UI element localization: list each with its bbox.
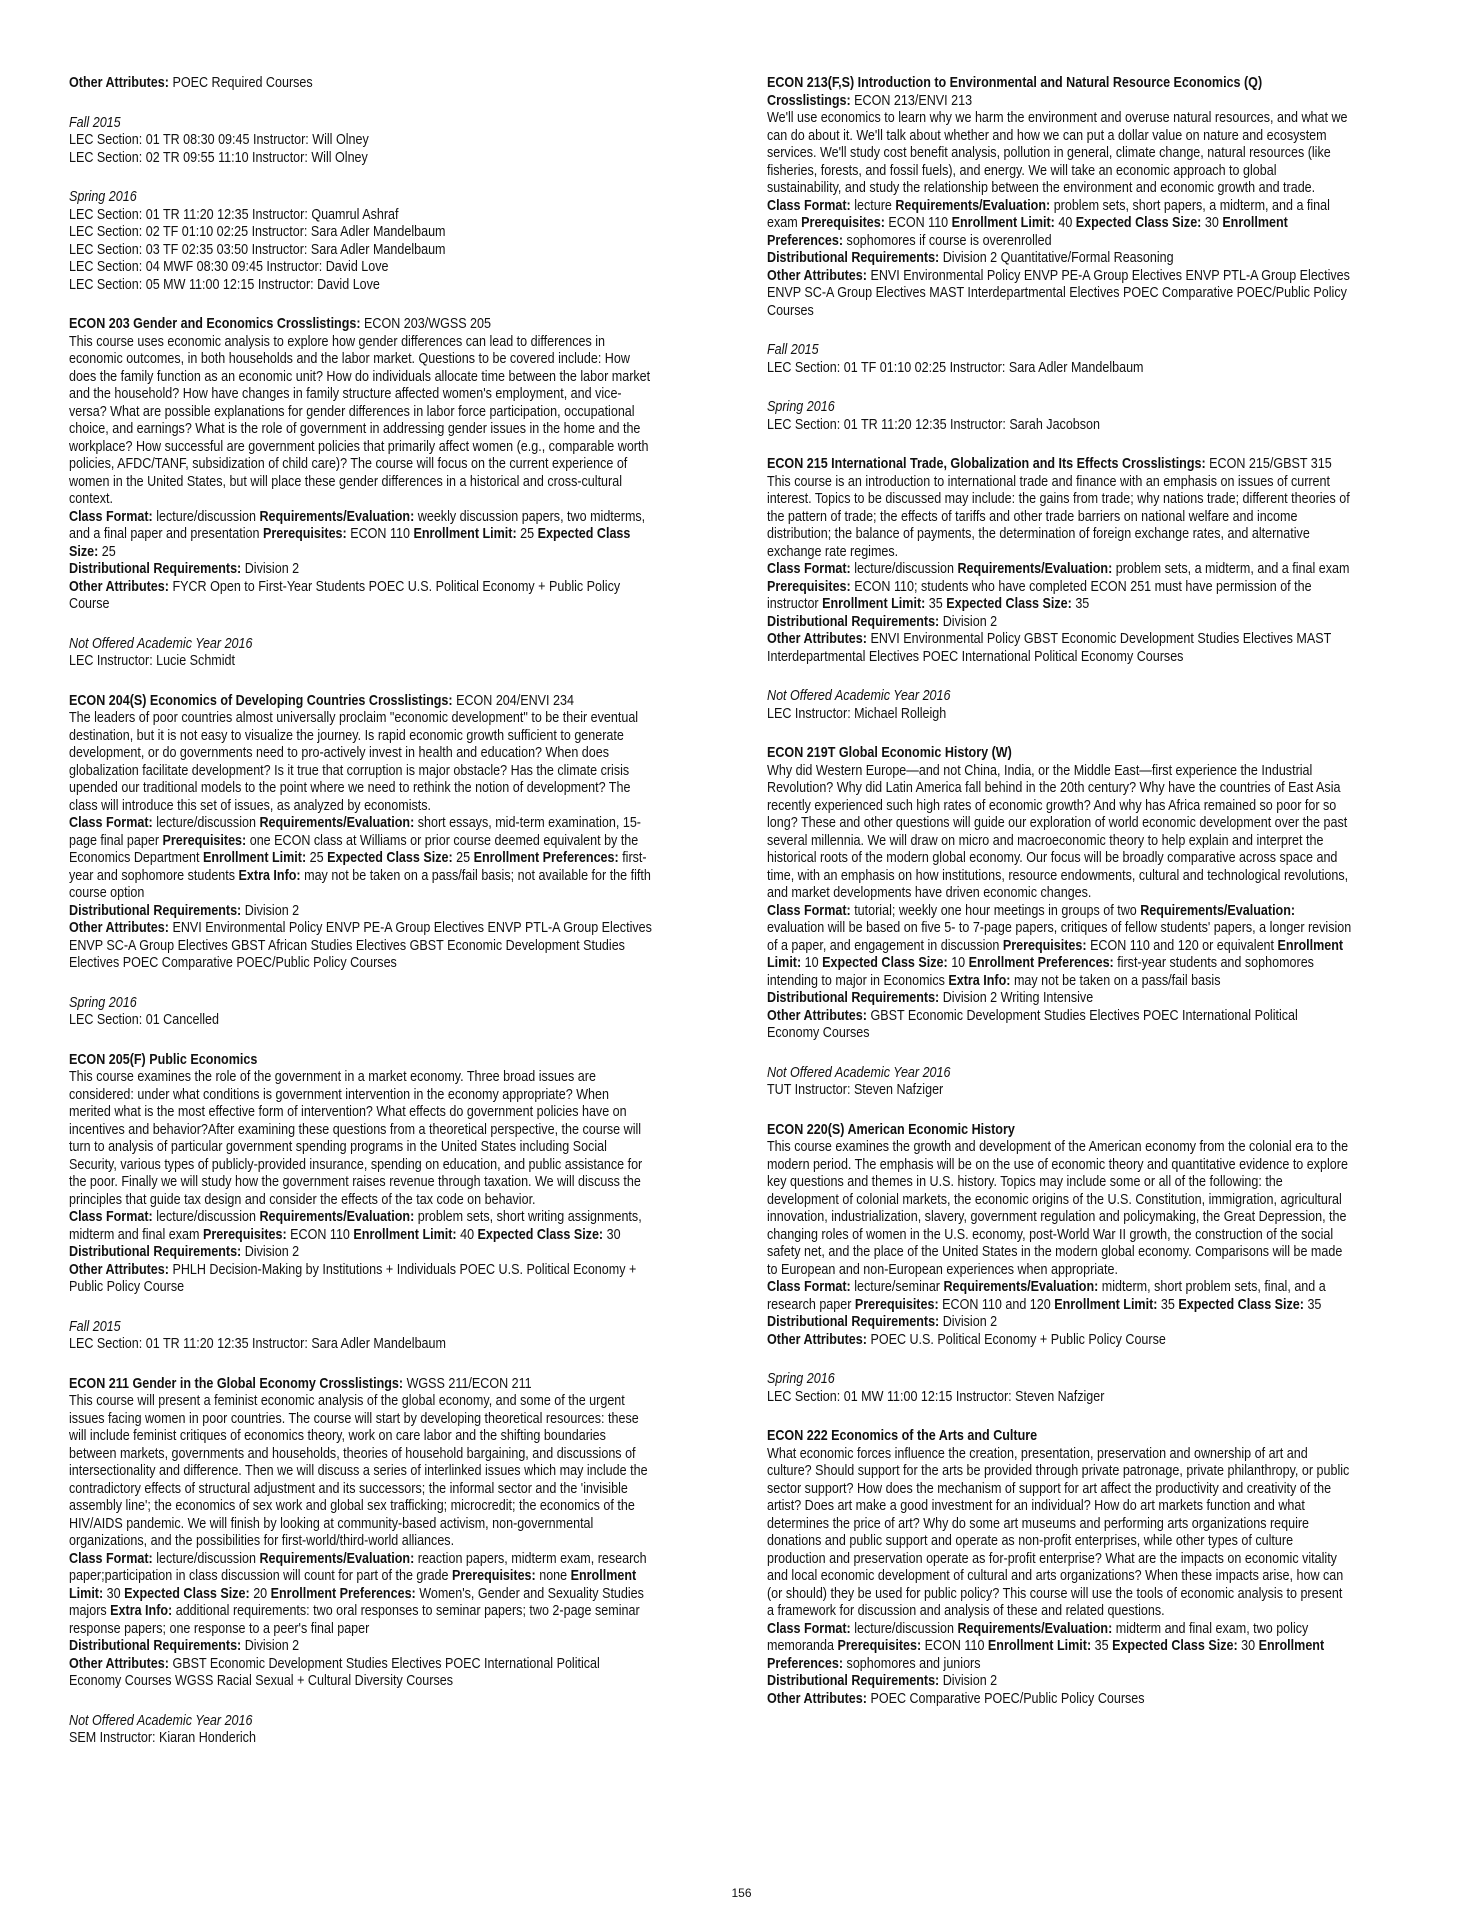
detail-value: ECON 110 and 120 or equivalent xyxy=(1090,937,1275,954)
distribution-value: Division 2 xyxy=(244,1244,300,1260)
course-details xyxy=(767,1279,1352,1314)
detail-label: Requirements/Evaluation: xyxy=(957,1620,1113,1637)
detail-label: Enrollment Limit: xyxy=(353,1226,457,1243)
distribution-label: Distributional Requirements: xyxy=(767,990,940,1006)
course-description: We'll use economics to learn why we harm the environment and overuse natural resources, and what we can do about it. We'll talk about whether and how we can put a dollar value on nature and ecosystem services. We'll study cost benefit analysis, pollution in general, climate change, natural resources (like fisheries, forests, and fossil fuels), and energy. We will take an economic approach to global sustainability, and study the relationship between the environment and economic growth and trade. xyxy=(767,110,1348,196)
detail-value: 20 xyxy=(253,1585,268,1602)
detail-value: ECON 110 and 120 xyxy=(942,1296,1051,1313)
other-attributes-value: GBST Economic Development Studies Electives POEC International Political Economy Courses xyxy=(767,1007,1298,1041)
distributional-requirements xyxy=(69,561,654,579)
other-attributes xyxy=(767,1332,1352,1350)
detail-value: midterm and final exam, two policy memoranda xyxy=(767,1620,1309,1654)
distribution-label: Distributional Requirements: xyxy=(69,1244,242,1260)
other-attributes-value: PHLH Decision-Making by Institutions + Individuals POEC U.S. Political Economy + Public Policy Course xyxy=(69,1261,637,1295)
section-block xyxy=(767,342,1352,377)
detail-label: Enrollment Limit: xyxy=(822,596,926,612)
detail-label: Prerequisites: xyxy=(767,578,851,595)
distribution-value: Division 2 Quantitative/Formal Reasoning xyxy=(942,250,1174,266)
term-heading: Not Offered Academic Year 2016 xyxy=(69,1712,253,1729)
course-entry xyxy=(767,745,1352,1043)
other-attributes xyxy=(767,631,1352,666)
other-attributes xyxy=(767,268,1352,321)
other-attributes-label: Other Attributes: xyxy=(767,1007,867,1024)
detail-value: 35 xyxy=(928,596,943,612)
detail-label: Requirements/Evaluation: xyxy=(895,197,1051,214)
section-block xyxy=(69,636,654,671)
course-details xyxy=(767,561,1352,614)
detail-value: 10 xyxy=(804,955,819,971)
term-heading: Fall 2015 xyxy=(767,342,819,358)
other-attributes-label: Other Attributes: xyxy=(69,920,169,936)
detail-label: Requirements/Evaluation: xyxy=(943,1279,1099,1295)
distribution-value: Division 2 xyxy=(244,1638,300,1654)
section-line: LEC Section: 01 TR 11:20 12:35 Instructor: Sarah Jacobson xyxy=(767,416,1101,433)
course-description: This course examines the role of the government in a market economy. Three broad issues are considered: under what conditions is government intervention in the economy appropriate? When merited what is the most effective form of intervention? What effects do government policies have on incentives and behavior?After examining these questions from a theoretical perspective, the course will turn to analysis of particular government spending programs in the United States including Social Security, various types of publicly-provided insurance, spending on education, and public assistance for the poor. Finally we will study how the government raises revenue through taxation. We will discuss the principles that guide tax design and consider the effects of the tax code on behavior. xyxy=(69,1069,643,1208)
other-attributes-label: Other Attributes: xyxy=(767,631,867,647)
detail-label: Requirements/Evaluation: xyxy=(259,508,415,525)
course-entry xyxy=(69,1052,654,1297)
detail-value: 40 xyxy=(460,1226,475,1243)
detail-label: Enrollment Limit: xyxy=(951,215,1055,231)
detail-value: 35 xyxy=(1075,596,1090,612)
distributional-requirements xyxy=(69,903,654,921)
course-details xyxy=(767,1621,1352,1674)
section-line: LEC Section: 05 MW 11:00 12:15 Instructor: David Love xyxy=(69,276,380,293)
detail-value: may not be taken on a pass/fail basis xyxy=(1013,972,1221,989)
crosslistings-label: Crosslistings: xyxy=(319,1375,404,1392)
course-title: ECON 215 International Trade, Globalization and Its Effects xyxy=(767,456,1119,472)
section-block xyxy=(767,399,1352,434)
section-block xyxy=(69,115,654,168)
detail-value: 25 xyxy=(456,850,471,866)
other-attributes xyxy=(69,1262,654,1297)
distribution-label: Distributional Requirements: xyxy=(767,1673,940,1689)
detail-label: Extra Info: xyxy=(238,867,301,884)
distribution-label: Distributional Requirements: xyxy=(767,613,940,630)
section-line: LEC Section: 01 TR 11:20 12:35 Instructor: Sara Adler Mandelbaum xyxy=(69,1336,446,1352)
detail-value: lecture/discussion xyxy=(156,1550,256,1567)
section-line: LEC Section: 01 TR 08:30 09:45 Instructor: Will Olney xyxy=(69,132,369,148)
distributional-requirements xyxy=(69,1638,654,1656)
section-line: LEC Section: 04 MWF 08:30 09:45 Instructor: David Love xyxy=(69,259,389,275)
detail-label: Class Format: xyxy=(69,1209,153,1225)
detail-value: none xyxy=(539,1568,568,1584)
detail-value: additional requirements: two oral responses to seminar papers; two 2-page seminar response papers; one response to a peer's final paper xyxy=(69,1603,640,1637)
course-heading xyxy=(767,1428,1352,1446)
course-description: The leaders of poor countries almost universally proclaim "economic development" to be their eventual destination, but it is not easy to visualize the journey. Is rapid economic growth sufficient to generate development, or do governments need to pro-actively invest in health and education? When does globalization facilitate development? Is it true that corruption is major obstacle? Has the climate crisis upended our traditional models to the point where we need to rethink the notion of development? The class will introduce this set of issues, as analyzed by economists. xyxy=(69,710,639,814)
term-heading: Spring 2016 xyxy=(767,1371,835,1387)
distribution-value: Division 2 Writing Intensive xyxy=(942,990,1094,1006)
distributional-requirements xyxy=(69,1244,654,1262)
course-title: ECON 219T Global Economic History (W) xyxy=(767,745,1012,761)
distributional-requirements xyxy=(767,614,1352,632)
section-line: LEC Section: 01 TF 01:10 02:25 Instructor: Sara Adler Mandelbaum xyxy=(767,359,1144,376)
detail-label: Class Format: xyxy=(767,902,851,919)
detail-label: Requirements/Evaluation: xyxy=(259,815,415,831)
attribute-line xyxy=(69,75,654,93)
term-heading: Spring 2016 xyxy=(69,189,137,205)
section-line: LEC Instructor: Michael Rolleigh xyxy=(767,705,947,722)
attribute-value: POEC Required Courses xyxy=(172,75,313,91)
detail-label: Prerequisites: xyxy=(801,215,885,231)
course-description: This course will present a feminist economic analysis of the global economy, and some of the urgent issues facing women in poor countries. The course will start by developing theoretical resources: these will include feminist critiques of economics theory, work on care labor and the shifting boundaries between markets, governments and households, theories of household bargaining, and discussions of intersectionality and difference. Then we will discuss a series of interlinked issues which may include the contradictory effects of structural adjustment and its successors; the informal sector and the 'invisible assembly line'; the economics of sex work and global sex trafficking; microcredit; the economics of the HIV/AIDS pandemic. We will finish by looking at community-based activism, non-governmental organizations, and the possibilities for first-world/third-world alliances. xyxy=(69,1393,648,1549)
section-line: LEC Section: 03 TF 02:35 03:50 Instructor: Sara Adler Mandelbaum xyxy=(69,241,446,258)
other-attributes xyxy=(69,579,654,614)
detail-value: ECON 110; students who have completed ECON 251 must have permission of the instructor xyxy=(767,578,1312,612)
course-title: ECON 222 Economics of the Arts and Culture xyxy=(767,1428,1038,1444)
section-line: LEC Section: 02 TF 01:10 02:25 Instructor: Sara Adler Mandelbaum xyxy=(69,224,446,240)
other-attributes xyxy=(767,1691,1352,1709)
term-heading: Not Offered Academic Year 2016 xyxy=(767,688,951,704)
crosslistings-label: Crosslistings: xyxy=(767,92,851,109)
term-heading: Spring 2016 xyxy=(767,399,835,415)
other-attributes xyxy=(767,1008,1352,1043)
detail-value: lecture/discussion xyxy=(854,1620,954,1637)
distribution-label: Distributional Requirements: xyxy=(69,902,242,919)
section-line: TUT Instructor: Steven Nafziger xyxy=(767,1082,944,1098)
term-heading: Spring 2016 xyxy=(69,994,137,1011)
term-heading: Not Offered Academic Year 2016 xyxy=(767,1064,951,1081)
distribution-label: Distributional Requirements: xyxy=(767,250,940,266)
crosslistings-value: ECON 215/GBST 315 xyxy=(1209,456,1332,472)
crosslistings-label: Crosslistings: xyxy=(368,692,453,709)
course-description: This course examines the growth and development of the American economy from the colonial era to the modern period. The emphasis will be on the use of economic theory and quantitative evidence to explore key questions and themes in U.S. history. Topics may include some or all of the following: the development of colonial markets, the economic origins of the U.S. Constitution, immigration, agricultural innovation, industrialization, slavery, government regulation and policymaking, the Great Depression, the changing roles of women in the U.S. economy, post-World War II growth, the construction of the social safety net, and the place of the United States in the modern global economy. Comparisons will be made to European and non-European experiences when appropriate. xyxy=(767,1139,1349,1278)
distribution-value: Division 2 xyxy=(244,902,300,919)
left-column xyxy=(69,75,654,1770)
detail-label: Expected Class Size: xyxy=(946,596,1072,612)
other-attributes-label: Other Attributes: xyxy=(69,1655,169,1672)
detail-label: Enrollment Limit: xyxy=(1054,1296,1158,1313)
detail-label: Requirements/Evaluation: xyxy=(957,561,1113,577)
course-details xyxy=(69,509,654,562)
distribution-label: Distributional Requirements: xyxy=(767,1314,940,1330)
detail-value: problem sets, short writing assignments, midterm and final exam xyxy=(69,1209,642,1243)
section-block xyxy=(69,1319,654,1354)
detail-label: Enrollment Limit: xyxy=(413,526,517,542)
page-number: 156 xyxy=(731,1886,752,1900)
detail-value: 35 xyxy=(1094,1638,1109,1654)
section-block xyxy=(767,688,1352,723)
detail-value: ECON 110 xyxy=(290,1226,350,1243)
other-attributes-value: POEC Comparative POEC/Public Policy Courses xyxy=(870,1690,1145,1707)
detail-value: lecture/discussion xyxy=(156,508,256,525)
course-details xyxy=(767,198,1352,251)
other-attributes-label: Other Attributes: xyxy=(767,1331,867,1348)
other-attributes xyxy=(69,1656,654,1691)
course-description: This course uses economic analysis to explore how gender differences can lead to differences in economic outcomes, in both households and the labor market. Questions to be covered include: How does the family function as an economic unit? How do individuals allocate time between the labor market and the household? How have changes in family structure affected women's employment, and vice-versa? What are possible explanations for gender differences in labor force participation, occupational choice, and earnings? What is the role of government in addressing gender issues in the home and the workplace? How successful are government policies that primarily affect women (e.g., comparable worth policies, AFDC/TANF, subsidization of child care)? The course will focus on the current experience of women in the United States, but will place these gender differences in a historical and cross-cultural context. xyxy=(69,333,651,507)
detail-value: 40 xyxy=(1058,215,1073,231)
detail-label: Prerequisites: xyxy=(262,526,347,542)
distributional-requirements xyxy=(767,1314,1352,1332)
detail-label: Enrollment Limit: xyxy=(202,850,307,866)
detail-label: Expected Class Size: xyxy=(69,526,631,560)
distributional-requirements xyxy=(767,990,1352,1008)
course-heading xyxy=(767,745,1352,763)
other-attributes-value: POEC U.S. Political Economy + Public Policy Course xyxy=(870,1331,1166,1348)
detail-value: 30 xyxy=(606,1226,621,1243)
detail-value: lecture/discussion xyxy=(854,561,954,577)
detail-value: 35 xyxy=(1160,1296,1175,1313)
crosslistings-value: ECON 203/WGSS 205 xyxy=(364,316,492,332)
detail-value: 25 xyxy=(520,526,535,542)
crosslistings-value: ECON 204/ENVI 234 xyxy=(456,692,574,709)
detail-label: Prerequisites: xyxy=(202,1226,287,1243)
course-title: ECON 220(S) American Economic History xyxy=(767,1121,1015,1138)
distribution-value: Division 2 xyxy=(244,561,300,577)
section-line: LEC Instructor: Lucie Schmidt xyxy=(69,653,236,669)
other-attributes-label: Other Attributes: xyxy=(69,1261,169,1278)
distribution-value: Division 2 xyxy=(942,1673,998,1689)
detail-value: 30 xyxy=(106,1585,121,1602)
section-line: SEM Instructor: Kiaran Honderich xyxy=(69,1730,256,1746)
crosslistings-value: WGSS 211/ECON 211 xyxy=(406,1375,532,1392)
course-entry xyxy=(767,1428,1352,1708)
distribution-label: Distributional Requirements: xyxy=(69,561,242,577)
crosslistings-label: Crosslistings: xyxy=(276,316,361,332)
detail-label: Enrollment Preferences: xyxy=(767,1638,1325,1672)
course-heading xyxy=(767,75,1352,110)
detail-value: 25 xyxy=(309,850,324,866)
distribution-value: Division 2 xyxy=(942,1314,998,1330)
course-entry xyxy=(69,316,654,614)
detail-value: may not be taken on a pass/fail basis; not available for the fifth course option xyxy=(69,867,651,901)
detail-value: problem sets, short papers, a midterm, and a final exam xyxy=(767,197,1330,231)
detail-value: lecture xyxy=(854,197,892,214)
crosslistings-label: Crosslistings: xyxy=(1121,456,1206,472)
distribution-value: Division 2 xyxy=(942,613,998,630)
detail-label: Prerequisites: xyxy=(854,1296,939,1313)
detail-label: Extra Info: xyxy=(110,1603,173,1619)
detail-label: Enrollment Limit: xyxy=(69,1568,637,1602)
other-attributes-value: GBST Economic Development Studies Electives POEC International Political Economy Courses WGSS Racial Sexual + Cultural Diversity Courses xyxy=(69,1655,600,1689)
other-attributes-value: ENVI Environmental Policy GBST Economic Development Studies Electives MAST Interdepartmental Electives POEC International Political Economy Courses xyxy=(767,631,1332,665)
detail-label: Requirements/Evaluation: xyxy=(259,1209,415,1225)
section-line: LEC Section: 01 MW 11:00 12:15 Instructor: Steven Nafziger xyxy=(767,1388,1105,1405)
detail-label: Enrollment Preferences: xyxy=(968,955,1114,971)
course-entry xyxy=(767,456,1352,666)
course-description: Why did Western Europe—and not China, India, or the Middle East—first experience the Industrial Revolution? Why did Latin America fall behind in the 20th century? Why have the countries of East Asia recently experienced such high rates of economic growth? And why has Africa remained so poor for so long? These and other questions will guide our exploration of world economic development over the past several millennia. We will draw on micro and macroeconomic theory to help explain and interpret the historical roots of the modern global economy. Our focus will be broadly comparative across space and time, with an emphasis on how institutions, resource endowments, cultural and technological revolutions, and market developments have driven economic changes. xyxy=(767,762,1349,901)
detail-value: reaction papers, midterm exam, research paper;participation in class discussion will count for part of the grade xyxy=(69,1550,647,1584)
detail-label: Prerequisites: xyxy=(1002,937,1087,954)
detail-label: Prerequisites: xyxy=(162,832,247,849)
detail-value: 10 xyxy=(951,955,966,971)
course-entry xyxy=(767,1122,1352,1350)
distributional-requirements xyxy=(767,250,1352,268)
detail-value: tutorial; weekly one hour meetings in groups of two xyxy=(854,902,1137,919)
detail-value: weekly discussion papers, two midterms, and a final paper and presentation xyxy=(69,508,646,542)
section-block xyxy=(69,189,654,294)
detail-label: Class Format: xyxy=(767,1279,851,1295)
detail-value: lecture/discussion xyxy=(156,815,256,831)
distribution-label: Distributional Requirements: xyxy=(69,1638,242,1654)
course-title: ECON 213(F,S) Introduction to Environmental and Natural Resource Economics (Q) xyxy=(767,75,1263,91)
detail-value: sophomores if course is overenrolled xyxy=(846,232,1052,249)
detail-value: first-year and sophomore students xyxy=(69,850,647,884)
course-details xyxy=(69,1209,654,1244)
detail-label: Extra Info: xyxy=(948,972,1011,989)
detail-label: Class Format: xyxy=(69,1550,153,1567)
detail-value: Women's, Gender and Sexuality Studies majors xyxy=(69,1585,644,1619)
detail-value: problem sets, a midterm, and a final exam xyxy=(1115,561,1350,577)
detail-value: ECON 110 xyxy=(350,526,410,542)
course-description: This course is an introduction to international trade and finance with an emphasis on issues of current interest. Topics to be discussed may include: the gains from trade; why nations trade; different theories of the pattern of trade; the effects of tariffs and other trade barriers on national welfare and income distribution; the balance of payments, the determination of foreign exchange rates, and alternative exchange rate regimes. xyxy=(767,473,1350,560)
detail-label: Enrollment Limit: xyxy=(767,937,1344,971)
detail-label: Requirements/Evaluation: xyxy=(259,1550,415,1567)
course-details xyxy=(767,903,1352,991)
course-heading xyxy=(767,1122,1352,1140)
other-attributes-value: FYCR Open to First-Year Students POEC U.S. Political Economy + Public Policy Course xyxy=(69,578,621,612)
detail-label: Expected Class Size: xyxy=(1075,215,1202,231)
other-attributes-value: ENVI Environmental Policy ENVP PE-A Group Electives ENVP PTL-A Group Electives ENVP SC-A Group Electives GBST African Studies Electives GBST Economic Development Studies Electives POEC Comparative POEC/Public Policy Courses xyxy=(69,920,652,971)
course-heading xyxy=(69,693,654,711)
detail-label: Expected Class Size: xyxy=(822,955,948,971)
detail-value: first-year students and sophomores intending to major in Economics xyxy=(767,955,1314,989)
detail-label: Class Format: xyxy=(69,815,153,831)
detail-label: Expected Class Size: xyxy=(327,850,453,866)
detail-label: Class Format: xyxy=(69,508,153,525)
course-heading xyxy=(69,1052,654,1070)
course-entry xyxy=(69,693,654,973)
section-block xyxy=(767,1065,1352,1100)
detail-label: Requirements/Evaluation: xyxy=(1140,902,1296,919)
detail-label: Class Format: xyxy=(767,197,851,214)
detail-label: Expected Class Size: xyxy=(1178,1296,1304,1313)
course-title: ECON 205(F) Public Economics xyxy=(69,1051,258,1068)
section-line: LEC Section: 01 Cancelled xyxy=(69,1012,220,1028)
detail-value: lecture/discussion xyxy=(156,1209,256,1225)
detail-label: Class Format: xyxy=(767,1620,851,1637)
detail-value: sophomores and juniors xyxy=(846,1655,981,1672)
other-attributes-label: Other Attributes: xyxy=(69,578,169,595)
crosslistings-value: ECON 213/ENVI 213 xyxy=(854,92,973,109)
detail-label: Enrollment Limit: xyxy=(987,1638,1092,1654)
detail-value: one ECON class at Williams or prior course deemed equivalent by the Economics Department xyxy=(69,832,639,866)
detail-value: 30 xyxy=(1241,1638,1256,1654)
course-title: ECON 211 Gender in the Global Economy xyxy=(69,1375,316,1392)
detail-label: Class Format: xyxy=(767,561,851,577)
term-heading: Not Offered Academic Year 2016 xyxy=(69,635,253,652)
course-heading xyxy=(69,316,654,334)
course-entry xyxy=(69,1376,654,1691)
detail-label: Prerequisites: xyxy=(837,1638,922,1654)
detail-label: Expected Class Size: xyxy=(477,1226,604,1243)
other-attributes-label: Other Attributes: xyxy=(767,267,867,284)
detail-value: 30 xyxy=(1204,215,1219,231)
distributional-requirements xyxy=(767,1673,1352,1691)
attribute-label: Other Attributes: xyxy=(69,75,169,91)
right-column xyxy=(767,75,1352,1730)
detail-label: Expected Class Size: xyxy=(124,1585,250,1602)
course-heading xyxy=(69,1376,654,1394)
other-attributes-label: Other Attributes: xyxy=(767,1690,867,1707)
detail-value: 35 xyxy=(1307,1296,1322,1313)
term-heading: Fall 2015 xyxy=(69,1318,121,1335)
detail-label: Enrollment Preferences: xyxy=(473,850,619,866)
course-heading xyxy=(767,456,1352,474)
detail-value: short essays, mid-term examination, 15-page final paper xyxy=(69,815,641,849)
course-entry xyxy=(767,75,1352,320)
section-block xyxy=(69,1713,654,1748)
other-attributes xyxy=(69,920,654,973)
detail-value: midterm, short problem sets, final, and a research paper xyxy=(767,1279,1326,1313)
detail-value: evaluation will be based on five 5- to 7-page papers, critiques of fellow students' papers, a longer revision of a paper, and engagement in discussion xyxy=(767,920,1352,954)
detail-value: 25 xyxy=(101,543,116,560)
detail-value: ECON 110 xyxy=(888,215,949,231)
detail-label: Enrollment Preferences: xyxy=(270,1585,416,1602)
course-details xyxy=(69,815,654,903)
section-block xyxy=(767,1371,1352,1406)
detail-label: Prerequisites: xyxy=(452,1568,536,1584)
course-title: ECON 204(S) Economics of Developing Countries xyxy=(69,692,366,709)
section-line: LEC Section: 02 TR 09:55 11:10 Instructor: Will Olney xyxy=(69,149,368,166)
course-title: ECON 203 Gender and Economics xyxy=(69,316,274,332)
term-heading: Fall 2015 xyxy=(69,114,121,131)
detail-label: Enrollment Preferences: xyxy=(767,215,1288,249)
section-line: LEC Section: 01 TR 11:20 12:35 Instructor: Quamrul Ashraf xyxy=(69,206,399,223)
detail-value: lecture/seminar xyxy=(854,1279,940,1295)
detail-label: Expected Class Size: xyxy=(1112,1638,1238,1654)
detail-value: ECON 110 xyxy=(924,1638,985,1654)
section-block xyxy=(69,995,654,1030)
course-details xyxy=(69,1551,654,1639)
course-description: What economic forces influence the creation, presentation, preservation and ownership of art and culture? Should support for the arts be provided through private patronage, private philanthropy, or public sector support? How does the mechanism of support for art affect the productivity and creativity of the artist? Does art make a good investment for an individual? How do art markets function and what determines the price of art? Why do some art museums and performing arts organizations require donations and public support and operate as non-profit enterprises, while other types of culture production and preservation operate as for-profit enterprise? What are the impacts on economic vitality and local economic development of cultural and arts organizations? When these impacts arise, how can (or should) they be used for public policy? This course will use the tools of economic analysis to present a framework for discussion and analysis of these and related questions. xyxy=(767,1445,1350,1619)
other-attributes-value: ENVI Environmental Policy ENVP PE-A Group Electives ENVP PTL-A Group Electives ENVP SC-A Group Electives MAST Interdepartmental Electives POEC Comparative POEC/Public Policy Courses xyxy=(767,267,1350,319)
